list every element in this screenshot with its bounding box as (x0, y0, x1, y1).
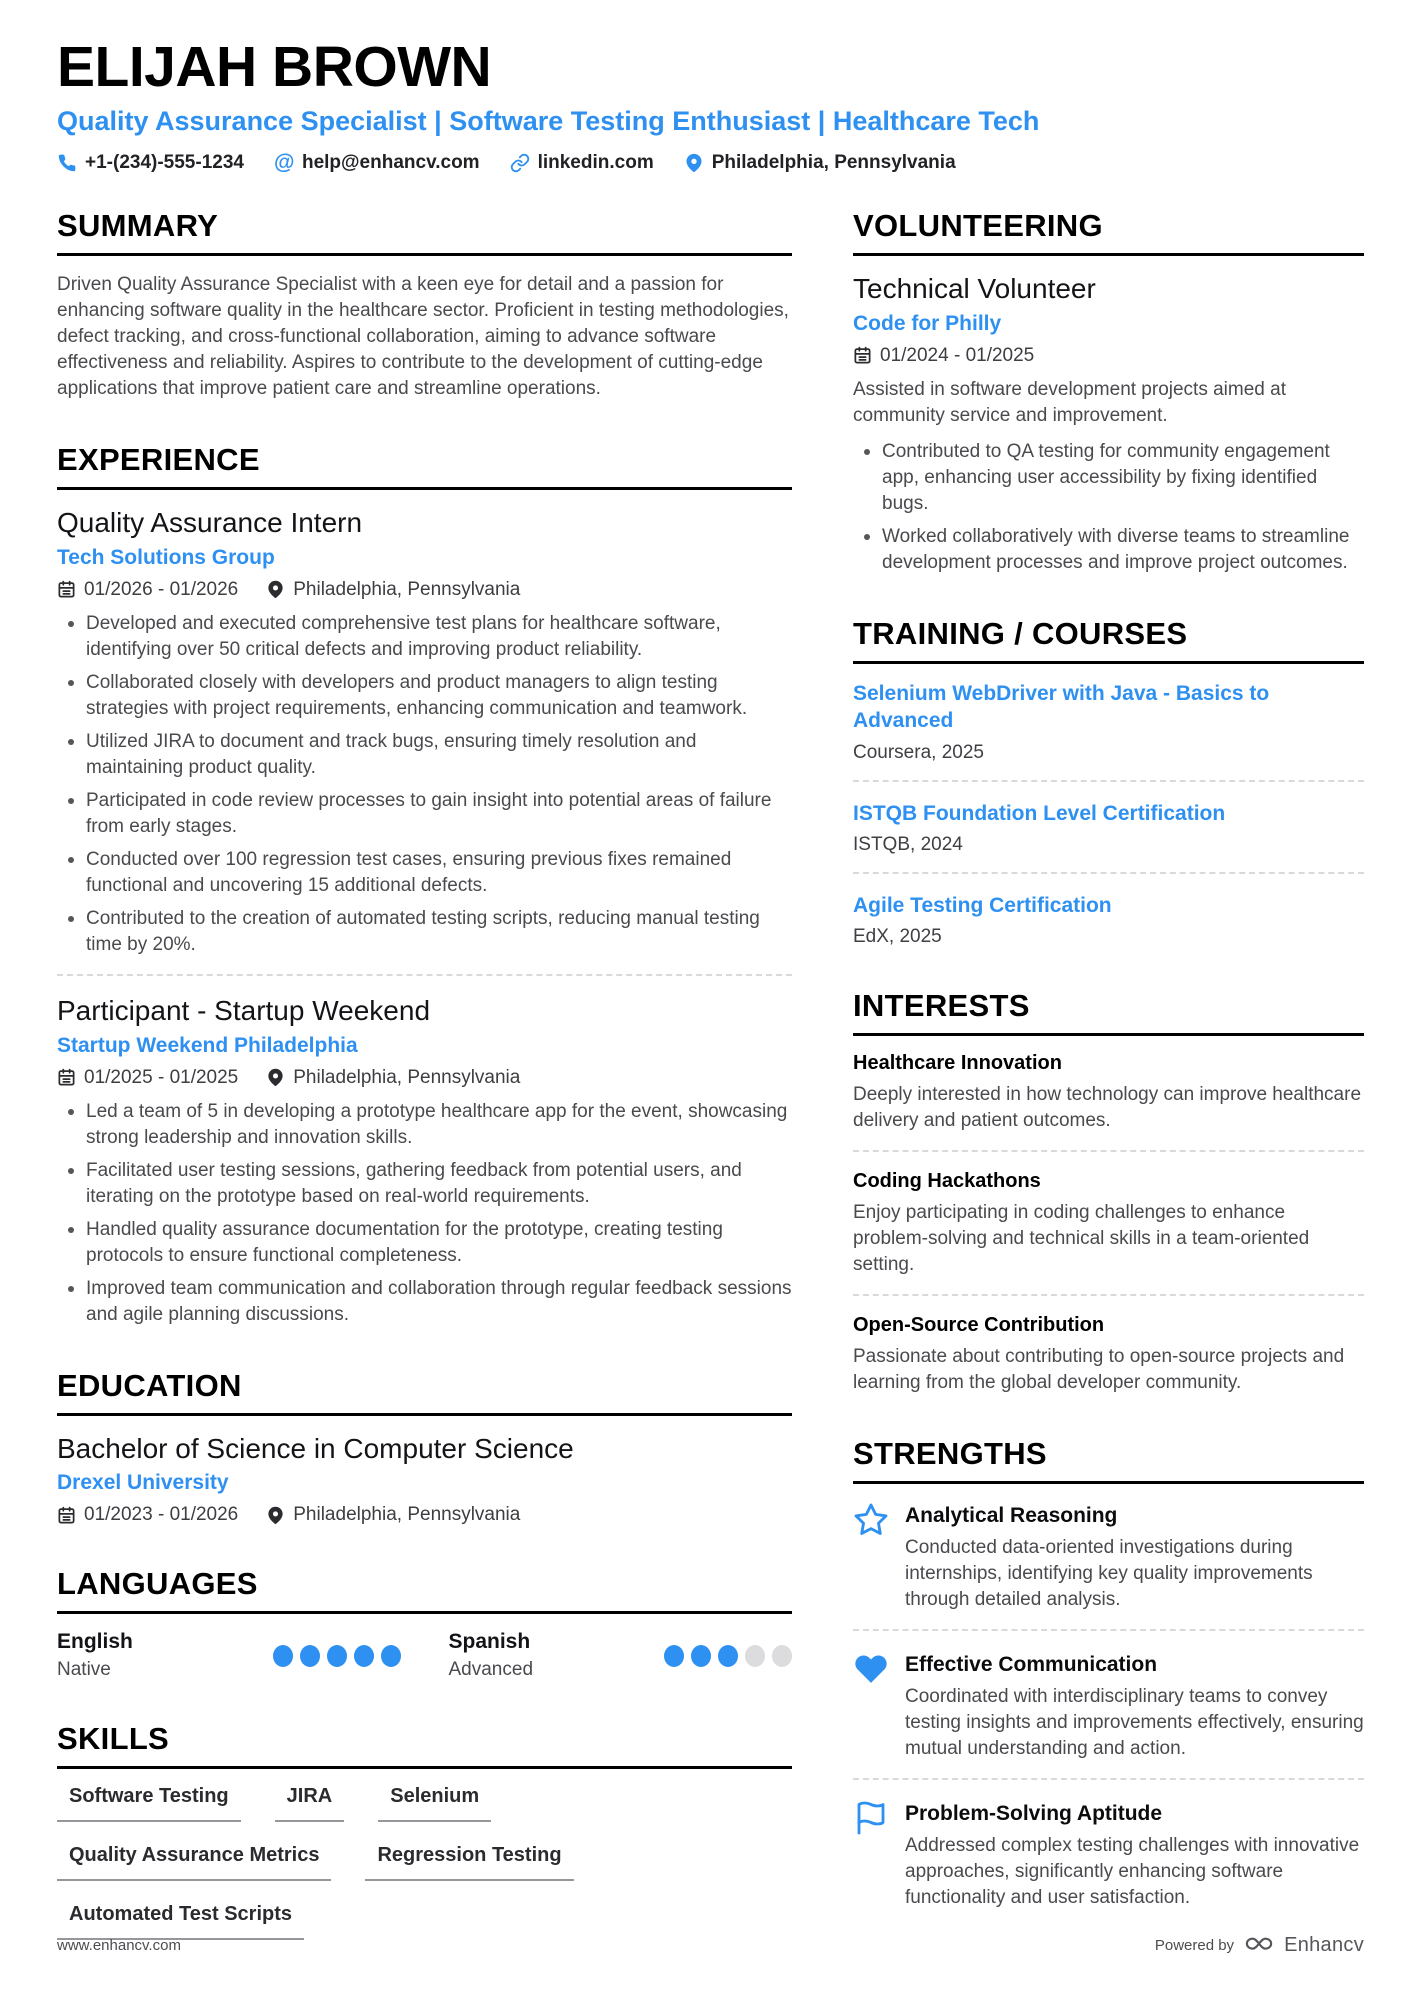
contact-email-text: help@enhancv.com (301, 152, 480, 174)
section-volunteering (853, 208, 1364, 576)
language-proficiency-dots (273, 1645, 401, 1667)
contact-row (57, 152, 1364, 174)
star-icon (853, 1502, 889, 1538)
bullet-item: Contributed to the creation of automated testing scripts, reducing manual testing time by 20%. (57, 906, 792, 958)
heart-icon (853, 1651, 889, 1687)
interest-title: Open-Source Contribution (853, 1314, 1105, 1337)
calendar-icon (853, 346, 872, 365)
pin-icon (266, 1506, 285, 1525)
language-level: Native (57, 1659, 111, 1681)
contact-location (684, 152, 956, 174)
experience-heading: EXPERIENCE (57, 442, 792, 490)
volunteer-bullets (853, 439, 1364, 576)
dot-filled (718, 1645, 738, 1667)
footer-site-link[interactable]: www.enhancv.com (57, 1937, 181, 1954)
education-dates-text: 01/2023 - 01/2026 (84, 1504, 239, 1526)
bullet-item: Conducted over 100 regression test cases, ensuring previous fixes remained functional and uncovering 15 additional defects. (57, 847, 792, 899)
course-provider: Coursera, 2025 (853, 741, 984, 763)
language-level: Advanced (448, 1659, 534, 1681)
enhancv-brand-text: Enhancv (1284, 1934, 1364, 1956)
job-dates-text: 01/2025 - 01/2025 (84, 1066, 239, 1088)
volunteer-description: Assisted in software development projects aimed at community service and improvement. (853, 378, 1286, 426)
dot-filled (381, 1645, 401, 1667)
training-heading: TRAINING / COURSES (853, 616, 1364, 664)
entry-divider (853, 1150, 1364, 1152)
skill-tag: Quality Assurance Metrics (57, 1844, 331, 1881)
volunteer-role: Technical Volunteer (853, 273, 1096, 305)
strength-title: Analytical Reasoning (905, 1504, 1118, 1528)
candidate-title: Quality Assurance Specialist | Software Testing Enthusiast | Healthcare Tech (57, 105, 1040, 136)
flag-icon (853, 1800, 889, 1836)
section-training (853, 616, 1364, 948)
language-item (57, 1630, 401, 1681)
pin-icon (684, 153, 704, 173)
strength-item (853, 1798, 1364, 1911)
course-item (853, 680, 1364, 764)
volunteer-meta (853, 345, 1364, 367)
language-name: Spanish (448, 1630, 531, 1654)
bullet-item: Developed and executed comprehensive test plans for healthcare software, identifying over 50 critical defects and improving product reliability. (57, 611, 792, 663)
languages-grid (57, 1630, 792, 1681)
strengths-heading: STRENGTHS (853, 1436, 1364, 1484)
bullet-item: Participated in code review processes to gain insight into potential areas of failure from early stages. (57, 788, 792, 840)
section-languages (57, 1566, 792, 1681)
skill-tag: JIRA (275, 1785, 345, 1822)
entry-divider (853, 872, 1364, 874)
experience-entry (57, 506, 792, 958)
skill-tag: Software Testing (57, 1785, 241, 1822)
left-column (57, 208, 792, 1940)
degree: Bachelor of Science in Computer Science (57, 1432, 574, 1464)
skill-tag: Automated Test Scripts (57, 1903, 304, 1940)
language-name: English (57, 1630, 133, 1654)
course-provider: ISTQB, 2024 (853, 833, 963, 855)
job-bullets (57, 1099, 792, 1328)
bullet-item: Improved team communication and collaboration through regular feedback sessions and agile planning discussions. (57, 1276, 792, 1328)
dot-filled (327, 1645, 347, 1667)
calendar-icon (57, 1506, 76, 1525)
entry-divider (853, 1294, 1364, 1296)
course-title: Selenium WebDriver with Java - Basics to Advanced (853, 681, 1270, 733)
bullet-item: Handled quality assurance documentation for the prototype, creating testing protocols to ensure functional completeness. (57, 1217, 792, 1269)
strength-text: Conducted data-oriented investigations during internships, identifying key quality improvements through detailed analysis. (905, 1537, 1313, 1611)
job-title: Quality Assurance Intern (57, 507, 363, 539)
job-company: Startup Weekend Philadelphia (57, 1033, 358, 1057)
pin-icon (266, 580, 285, 599)
contact-linkedin-text: linkedin.com (537, 152, 654, 174)
resume-header (57, 35, 1364, 175)
strength-title: Effective Communication (905, 1653, 1158, 1677)
interests-heading: INTERESTS (853, 988, 1364, 1036)
bullet-item: Led a team of 5 in developing a prototype healthcare app for the event, showcasing strong leadership and innovation skills. (57, 1099, 792, 1151)
interest-item (853, 1314, 1364, 1396)
entry-divider (853, 1629, 1364, 1631)
job-dates (57, 1067, 238, 1089)
job-location-text: Philadelphia, Pennsylvania (293, 578, 521, 600)
volunteer-dates-text: 01/2024 - 01/2025 (880, 344, 1035, 366)
at-icon: @ (273, 151, 295, 175)
education-heading: EDUCATION (57, 1368, 792, 1416)
strength-title: Problem-Solving Aptitude (905, 1802, 1163, 1826)
job-title: Participant - Startup Weekend (57, 995, 431, 1027)
education-dates (57, 1504, 238, 1526)
contact-linkedin[interactable] (510, 152, 654, 174)
bullet-item: Facilitated user testing sessions, gathering feedback from potential users, and iterating on the prototype based on real-world requirements. (57, 1158, 792, 1210)
interest-text: Deeply interested in how technology can improve healthcare delivery and patient outcomes. (853, 1084, 1362, 1132)
job-company: Tech Solutions Group (57, 545, 275, 569)
resume-columns (57, 208, 1364, 1940)
language-proficiency-dots (664, 1645, 792, 1667)
course-item (853, 892, 1364, 948)
job-location (266, 1067, 520, 1089)
job-meta (57, 1067, 792, 1089)
dot-filled (300, 1645, 320, 1667)
education-location-text: Philadelphia, Pennsylvania (293, 1504, 521, 1526)
skill-tag: Selenium (378, 1785, 491, 1822)
job-dates (57, 579, 238, 601)
link-icon (510, 153, 530, 173)
page-footer (57, 1928, 1364, 1963)
section-summary (57, 208, 792, 402)
skills-list (57, 1785, 792, 1940)
section-education (57, 1368, 792, 1527)
contact-email[interactable] (274, 152, 480, 174)
skill-tag: Regression Testing (365, 1844, 573, 1881)
course-title: ISTQB Foundation Level Certification (853, 801, 1226, 825)
contact-phone-text: +1-(234)-555-1234 (85, 152, 244, 174)
dot-filled (691, 1645, 711, 1667)
bullet-item: Collaborated closely with developers and product managers to align testing strategies with project requirements, enhancing communication and teamwork. (57, 670, 792, 722)
summary-heading: SUMMARY (57, 208, 792, 256)
pin-icon (266, 1068, 285, 1087)
job-meta (57, 579, 792, 601)
volunteering-heading: VOLUNTEERING (853, 208, 1364, 256)
contact-location-text: Philadelphia, Pennsylvania (711, 152, 956, 174)
calendar-icon (57, 580, 76, 599)
dot-filled (273, 1645, 293, 1667)
section-skills (57, 1721, 792, 1940)
section-experience (57, 442, 792, 1328)
interest-text: Enjoy participating in coding challenges to enhance problem-solving and technical skills in a team-oriented setting. (853, 1202, 1310, 1276)
strength-text: Addressed complex testing challenges with innovative approaches, significantly enhancing software functionality and user satisfaction. (905, 1835, 1360, 1909)
interest-item (853, 1170, 1364, 1278)
phone-icon (57, 153, 77, 173)
job-location (266, 579, 520, 601)
entry-divider (853, 1778, 1364, 1780)
course-title: Agile Testing Certification (853, 893, 1112, 917)
interest-item (853, 1052, 1364, 1134)
bullet-item: Utilized JIRA to document and track bugs, ensuring timely resolution and maintaining product quality. (57, 729, 792, 781)
entry-divider (853, 780, 1364, 782)
contact-phone[interactable] (57, 152, 244, 174)
language-item (449, 1630, 793, 1681)
school: Drexel University (57, 1471, 229, 1495)
dot-filled (354, 1645, 374, 1667)
footer-brand-block[interactable] (1155, 1928, 1364, 1963)
interest-title: Healthcare Innovation (853, 1052, 1062, 1075)
job-location-text: Philadelphia, Pennsylvania (293, 1066, 521, 1088)
bullet-item: Worked collaboratively with diverse teams to streamline development processes and improve project outcomes. (853, 524, 1364, 576)
strength-item (853, 1649, 1364, 1762)
experience-entry (57, 994, 792, 1328)
languages-heading: LANGUAGES (57, 1566, 792, 1614)
volunteer-org: Code for Philly (853, 311, 1002, 335)
calendar-icon (57, 1068, 76, 1087)
interest-title: Coding Hackathons (853, 1170, 1041, 1193)
candidate-name: ELIJAH BROWN (57, 35, 492, 99)
section-strengths (853, 1436, 1364, 1911)
enhancv-logo-icon (1244, 1928, 1274, 1963)
powered-by-label: Powered by (1154, 1937, 1235, 1954)
summary-text: Driven Quality Assurance Specialist with a keen eye for detail and a passion for enhancing software quality in the healthcare sector. Proficient in testing methodologies, defect tracking, and cross-functional collaboration, aiming to advance software effectiveness and reliability. Aspires to contribute to the development of cutting-edge applications that improve patient care and streamline operations. (57, 274, 789, 400)
dot-empty (772, 1645, 792, 1667)
entry-divider (57, 974, 792, 976)
section-interests (853, 988, 1364, 1396)
skills-heading: SKILLS (57, 1721, 792, 1769)
dot-filled (664, 1645, 684, 1667)
strength-text: Coordinated with interdisciplinary teams to convey testing insights and improvements effectively, ensuring mutual understanding and action. (905, 1686, 1364, 1760)
interest-text: Passionate about contributing to open-source projects and learning from the global developer community. (853, 1346, 1345, 1394)
education-location (266, 1504, 520, 1526)
education-meta (57, 1504, 792, 1526)
course-item (853, 800, 1364, 856)
course-provider: EdX, 2025 (853, 926, 942, 948)
bullet-item: Contributed to QA testing for community engagement app, enhancing user accessibility by fixing identified bugs. (853, 439, 1364, 517)
job-bullets (57, 611, 792, 958)
job-dates-text: 01/2026 - 01/2026 (84, 578, 239, 600)
volunteer-dates (853, 345, 1034, 367)
strength-item (853, 1500, 1364, 1613)
right-column (853, 208, 1364, 1940)
dot-empty (745, 1645, 765, 1667)
